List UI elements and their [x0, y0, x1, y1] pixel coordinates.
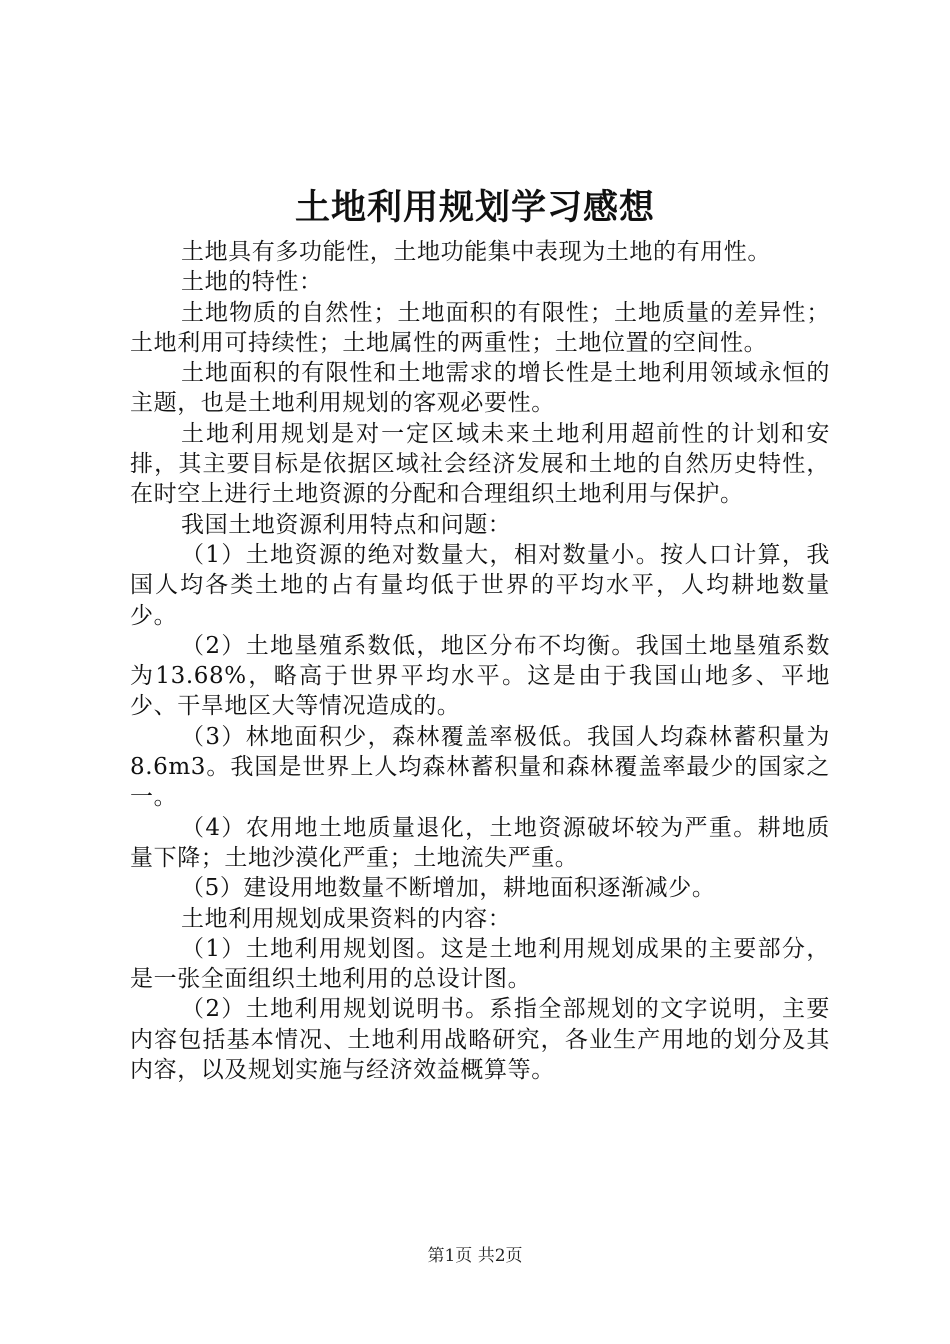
paragraph: 土地利用规划成果资料的内容： [181, 905, 512, 932]
list-item: （2）土地垦殖系数低，地区分布不均衡。我国土地垦殖系数为13.68%，略高于世界平均水平。这是由于我国山地多、平地少、干旱地区大等情况造成的。 [130, 632, 830, 720]
document-title: 土地利用规划学习感想 [294, 187, 655, 228]
page-footer: 第1页 共2页 [427, 1246, 523, 1266]
list-item: （1）土地资源的绝对数量大，相对数量小。按人口计算，我国人均各类土地的占有量均低于世界的平均水平，人均耕地数量少。 [130, 541, 830, 629]
list-item: （4）农用地土地质量退化，土地资源破坏较为严重。耕地质量下降；土地沙漠化严重；土地流失严重。 [130, 814, 830, 871]
paragraph: 土地的特性： [181, 269, 323, 296]
list-item: （2）土地利用规划说明书。系指全部规划的文字说明，主要内容包括基本情况、土地利用战略研究，各业生产用地的划分及其内容，以及规划实施与经济效益概算等。 [130, 996, 830, 1084]
paragraph: 土地物质的自然性；土地面积的有限性；土地质量的差异性；土地利用可持续性；土地属性的两重性；土地位置的空间性。 [130, 299, 830, 356]
list-item: （5）建设用地数量不断增加，耕地面积逐渐减少。 [181, 875, 716, 902]
document-body [130, 237, 830, 1085]
paragraph: 土地面积的有限性和土地需求的增长性是土地利用领域永恒的主题，也是土地利用规划的客观必要性。 [130, 360, 830, 417]
paragraph: 土地利用规划是对一定区域未来土地利用超前性的计划和安排，其主要目标是依据区域社会经济发展和土地的自然历史特性，在时空上进行土地资源的分配和合理组织土地利用与保护。 [130, 420, 830, 508]
paragraph: 土地具有多功能性，土地功能集中表现为土地的有用性。 [181, 239, 771, 265]
list-item: （1）土地利用规划图。这是土地利用规划成果的主要部分，是一张全面组织土地利用的总设计图。 [130, 935, 830, 993]
paragraph: 我国土地资源利用特点和问题： [181, 511, 512, 538]
list-item: （3）林地面积少，森林覆盖率极低。我国人均森林蓄积量为8.6m3。我国是世界上人均森林蓄积量和森林覆盖率最少的国家之一。 [130, 723, 830, 811]
